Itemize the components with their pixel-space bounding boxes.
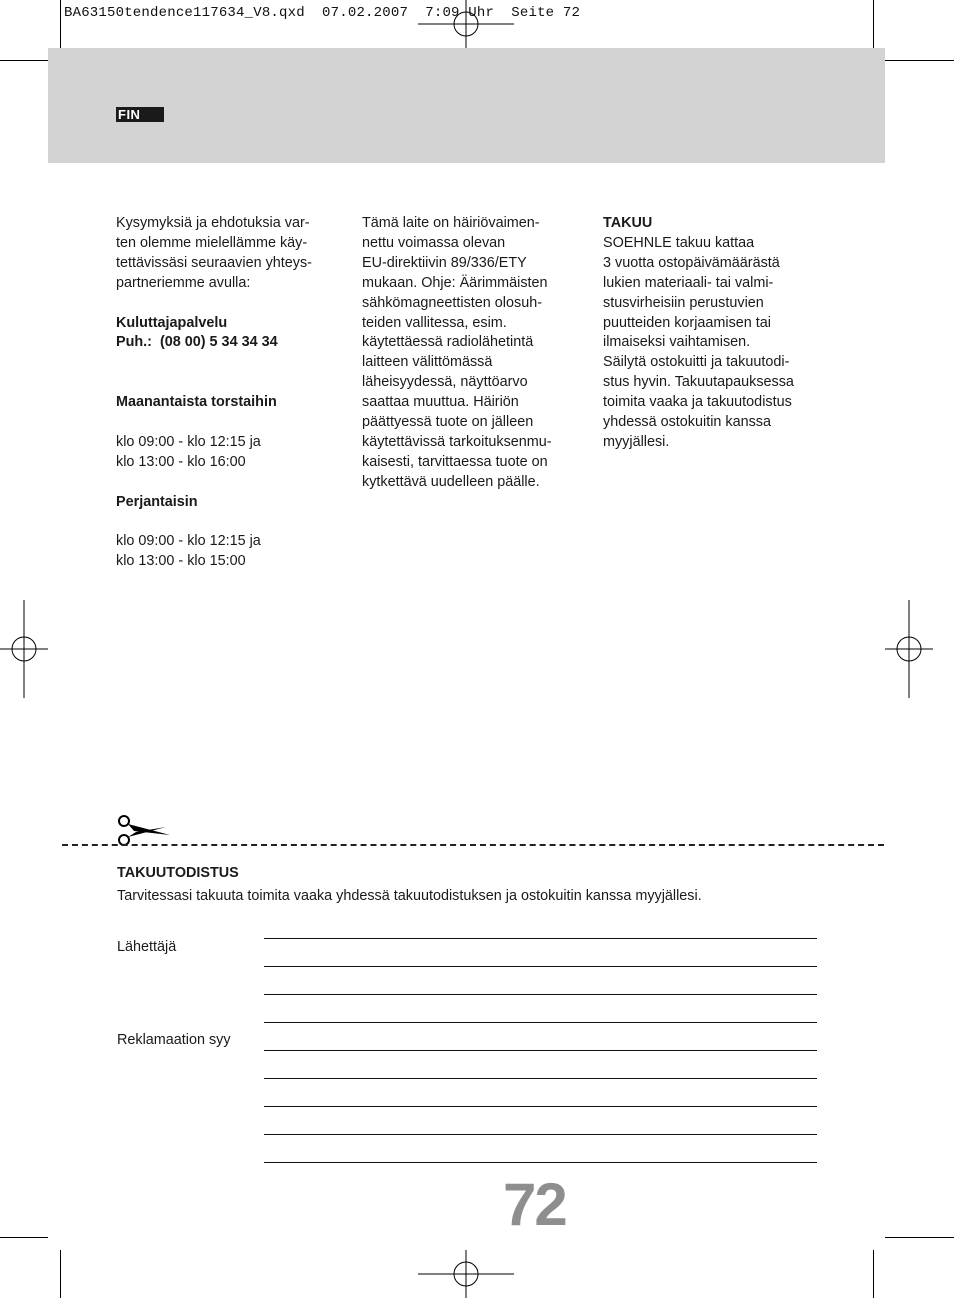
reason-line[interactable]	[264, 1162, 817, 1163]
scissors-icon	[114, 814, 172, 848]
language-badge: FIN	[116, 107, 164, 122]
warranty-text: SOEHNLE takuu kattaa 3 vuotta ostopäivämäärästä lukien materiaali- tai valmi- stusvirheisiin perustuvien puutteiden korjaamisen tai ilmaiseksi vaihtamisen. Säilytä ostokuitti ja takuutodi- stus hyvin. Takuutapauksessa toimita vaaka ja takuutodistus yhdessä ostokuitin kanssa myyjällesi.	[603, 234, 794, 450]
print-slug: BA63150tendence117634_V8.qxd 07.02.2007 7:09 Uhr Seite 72	[64, 5, 581, 21]
crosshair-icon	[418, 1250, 514, 1298]
header-band	[48, 48, 885, 163]
emc-text: Tämä laite on häiriövaimen- nettu voimassa olevan EU-direktiivin 89/336/ETY mukaan. Ohje: Äärimmäisten sähkömagneettisten olosuh- teiden vallitessa, esim. käytettäessä radiolähetintä laitteen välittömässä läheisyydessä, näyttöarvo saattaa muuttua. Häiriön päättyessä tuote on jälleen käytettävissä tarkoituksenmu- kaisesti, tarvittaessa tuote on kytkettävä uudelleen päälle.	[362, 215, 552, 490]
crop-mark	[873, 0, 874, 48]
sender-label: Lähettäjä	[117, 939, 177, 955]
certificate-title: TAKUUTODISTUS	[117, 865, 239, 881]
service-phone: Puh.: (08 00) 5 34 34 34	[116, 334, 278, 351]
sender-line[interactable]	[264, 938, 817, 939]
crosshair-icon	[885, 600, 933, 698]
cut-line	[62, 844, 884, 846]
certificate-instruction: Tarvitessasi takuuta toimita vaaka yhdessä takuutodistuksen ja ostokuitin kanssa myyjällesi.	[117, 888, 702, 904]
crop-mark	[60, 1250, 61, 1298]
reason-line[interactable]	[264, 1050, 817, 1051]
reason-label: Reklamaation syy	[117, 1032, 231, 1048]
reason-line[interactable]	[264, 1106, 817, 1107]
crop-mark	[885, 1237, 954, 1238]
crop-mark	[873, 1250, 874, 1298]
friday-title: Perjantaisin	[116, 493, 198, 510]
weekdays-hours: klo 09:00 - klo 12:15 ja klo 13:00 - klo 16:00	[116, 433, 261, 470]
reason-line[interactable]	[264, 1078, 817, 1079]
contact-intro: Kysymyksiä ja ehdotuksia var- ten olemme mielellämme käy- tettävissäsi seuraavien yhteys- partneriemme avulla:	[116, 215, 312, 291]
warranty-column	[603, 214, 833, 453]
crop-mark	[885, 60, 954, 61]
reason-line[interactable]	[264, 1134, 817, 1135]
page-number: 72	[503, 1171, 566, 1238]
warranty-title: TAKUU	[603, 215, 653, 231]
emc-column	[362, 214, 587, 493]
crosshair-icon	[0, 600, 48, 698]
friday-hours: klo 09:00 - klo 12:15 ja klo 13:00 - klo 15:00	[116, 533, 261, 570]
crop-mark	[0, 1237, 48, 1238]
weekdays-title: Maanantaista torstaihin	[116, 394, 277, 411]
sender-line[interactable]	[264, 966, 817, 967]
service-title: Kuluttajapalvelu	[116, 314, 228, 331]
crop-mark	[0, 60, 48, 61]
sender-line[interactable]	[264, 994, 817, 995]
crop-mark	[60, 0, 61, 48]
contact-column	[116, 214, 346, 572]
sender-line[interactable]	[264, 1022, 817, 1023]
